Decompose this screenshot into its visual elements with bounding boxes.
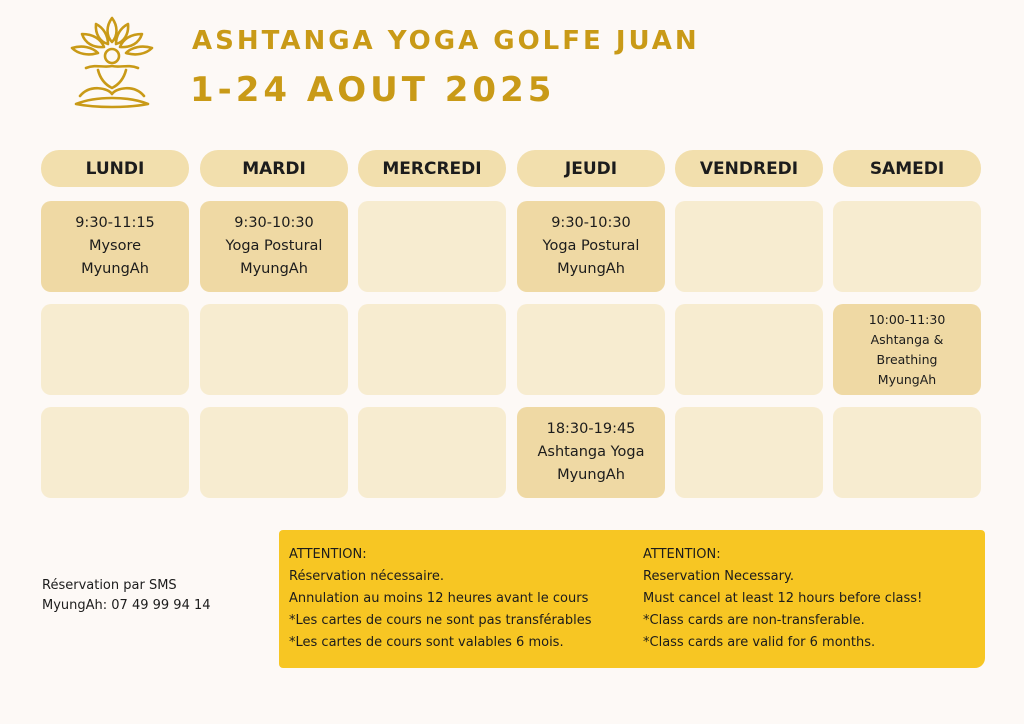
class-teacher: MyungAh xyxy=(877,371,937,387)
notice-line: *Class cards are valid for 6 months. xyxy=(643,635,876,650)
day-header-mercredi: MERCREDI xyxy=(358,150,506,187)
empty-slot xyxy=(200,304,348,395)
class-time: 9:30-11:15 xyxy=(75,215,155,231)
class-teacher: MyungAh xyxy=(240,261,308,277)
empty-slot xyxy=(833,407,981,498)
empty-slot xyxy=(41,304,189,395)
notice-french xyxy=(289,544,591,654)
class-name: Ashtanga & xyxy=(870,331,944,347)
day-header-vendredi: VENDREDI xyxy=(675,150,823,187)
reservation-line: Réservation par SMS xyxy=(42,578,177,593)
class-time: 9:30-10:30 xyxy=(551,215,631,231)
notice-line: Reservation Necessary. xyxy=(643,569,794,584)
notice-line: *Les cartes de cours ne sont pas transférables xyxy=(289,613,592,628)
empty-slot xyxy=(200,407,348,498)
class-name: Ashtanga Yoga xyxy=(537,444,645,460)
day-header-samedi: SAMEDI xyxy=(833,150,981,187)
notice-line: Réservation nécessaire. xyxy=(289,569,444,584)
class-teacher: MyungAh xyxy=(557,467,625,483)
empty-slot xyxy=(517,304,665,395)
notice-line: Must cancel at least 12 hours before class! xyxy=(643,591,923,606)
empty-slot xyxy=(358,407,506,498)
reservation-info xyxy=(42,576,211,616)
day-header-mardi: MARDI xyxy=(200,150,348,187)
empty-slot xyxy=(675,201,823,292)
class-name-line2: Breathing xyxy=(876,351,938,367)
class-slot-mardi-morning xyxy=(200,201,348,292)
notice-line: Annulation au moins 12 heures avant le cours xyxy=(289,591,589,606)
notice-box xyxy=(279,530,985,668)
day-header-jeudi: JEUDI xyxy=(517,150,665,187)
notice-english xyxy=(643,544,922,654)
reservation-phone: MyungAh: 07 49 99 94 14 xyxy=(42,598,211,613)
class-name: Mysore xyxy=(88,238,142,254)
lotus-meditation-icon xyxy=(66,12,158,110)
class-time: 9:30-10:30 xyxy=(234,215,314,231)
class-slot-jeudi-morning xyxy=(517,201,665,292)
empty-slot xyxy=(41,407,189,498)
class-slot-jeudi-evening xyxy=(517,407,665,498)
class-time: 10:00-11:30 xyxy=(868,311,946,327)
notice-heading: ATTENTION: xyxy=(289,547,367,562)
notice-line: *Class cards are non-transferable. xyxy=(643,613,865,628)
empty-slot xyxy=(358,304,506,395)
empty-slot xyxy=(833,201,981,292)
empty-slot xyxy=(358,201,506,292)
notice-heading: ATTENTION: xyxy=(643,547,721,562)
studio-title: ASHTANGA YOGA GOLFE JUAN xyxy=(192,26,700,56)
class-slot-samedi-late-morning xyxy=(833,304,981,395)
day-header-lundi: LUNDI xyxy=(41,150,189,187)
date-range-title: 1-24 AOUT 2025 xyxy=(190,70,556,110)
class-slot-lundi-morning xyxy=(41,201,189,292)
class-name: Yoga Postural xyxy=(225,238,323,254)
class-time: 18:30-19:45 xyxy=(546,421,636,437)
empty-slot xyxy=(675,304,823,395)
class-name: Yoga Postural xyxy=(542,238,640,254)
class-teacher: MyungAh xyxy=(81,261,149,277)
class-teacher: MyungAh xyxy=(557,261,625,277)
notice-line: *Les cartes de cours sont valables 6 mois. xyxy=(289,635,564,650)
empty-slot xyxy=(675,407,823,498)
